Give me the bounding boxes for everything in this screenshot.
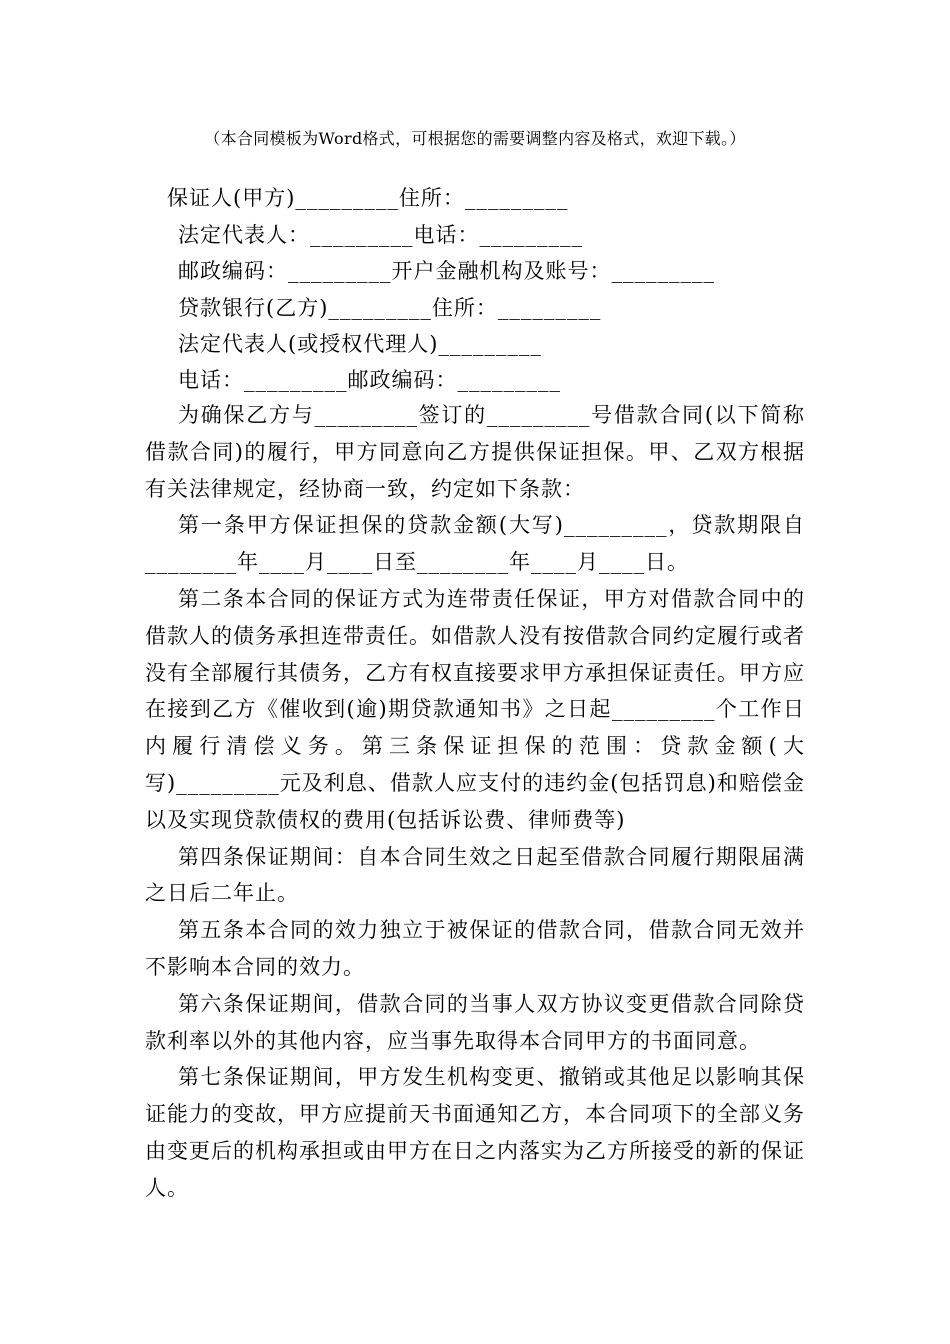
template-note: （本合同模板为Word格式，可根据您的需要调整内容及格式，欢迎下载。） [204, 129, 746, 148]
article-7: 第七条保证期间，甲方发生机构变更、撤销或其他足以影响其保证能力的变故，甲方应提前天书面通知乙方，本合同项下的全部义务由变更后的机构承担或由甲方在日之内落实为乙方所接受的新的保证人。 [145, 1065, 805, 1200]
authorized-agent-line: 法定代表人(或授权代理人)_________ [178, 332, 542, 356]
legal-rep-line: 法定代表人：_________电话：_________ [178, 223, 583, 247]
article-5: 第五条本合同的效力独立于被保证的借款合同，借款合同无效并不影响本合同的效力。 [145, 918, 805, 979]
article-1: 第一条甲方保证担保的贷款金额(大写)_________，贷款期限自________年____月____日至________年____月____日。 [145, 513, 805, 575]
article-2-3: 第二条本合同的保证方式为连带责任保证，甲方对借款合同中的借款人的债务承担连带责任。如借款人没有按借款合同约定履行或者没有全部履行其债务，乙方有权直接要求甲方承担保证责任。甲方应在接到乙方《催收到(逾)期贷款通知书》之日起_________个工作日内履行清偿义务。第三条保证担保的范围：贷款金额(大写)_________元及利息、借款人应支付的违约金(包括罚息)和赔偿金以及实现贷款债权的费用(包括诉讼费、律师费等) [145, 586, 805, 832]
contract-body [145, 397, 805, 1207]
article-4: 第四条保证期间：自本合同生效之日起至借款合同履行期限届满之日后二年止。 [145, 844, 805, 906]
article-6: 第六条保证期间，借款合同的当事人双方协议变更借款合同除贷款利率以外的其他内容，应当事先取得本合同甲方的书面同意。 [145, 991, 805, 1053]
postal-account-line: 邮政编码：_________开户金融机构及账号：_________ [178, 259, 715, 283]
guarantor-line: 保证人(甲方)_________住所：_________ [167, 186, 569, 210]
intro-paragraph: 为确保乙方与_________签订的_________号借款合同(以下简称借款合同)的履行，甲方同意向乙方提供保证担保。甲、乙双方根据有关法律规定，经协商一致，约定如下条款： [145, 403, 805, 501]
phone-postal-line: 电话：_________邮政编码：_________ [178, 368, 561, 392]
lender-bank-line: 贷款银行(乙方)_________住所：_________ [178, 296, 602, 320]
